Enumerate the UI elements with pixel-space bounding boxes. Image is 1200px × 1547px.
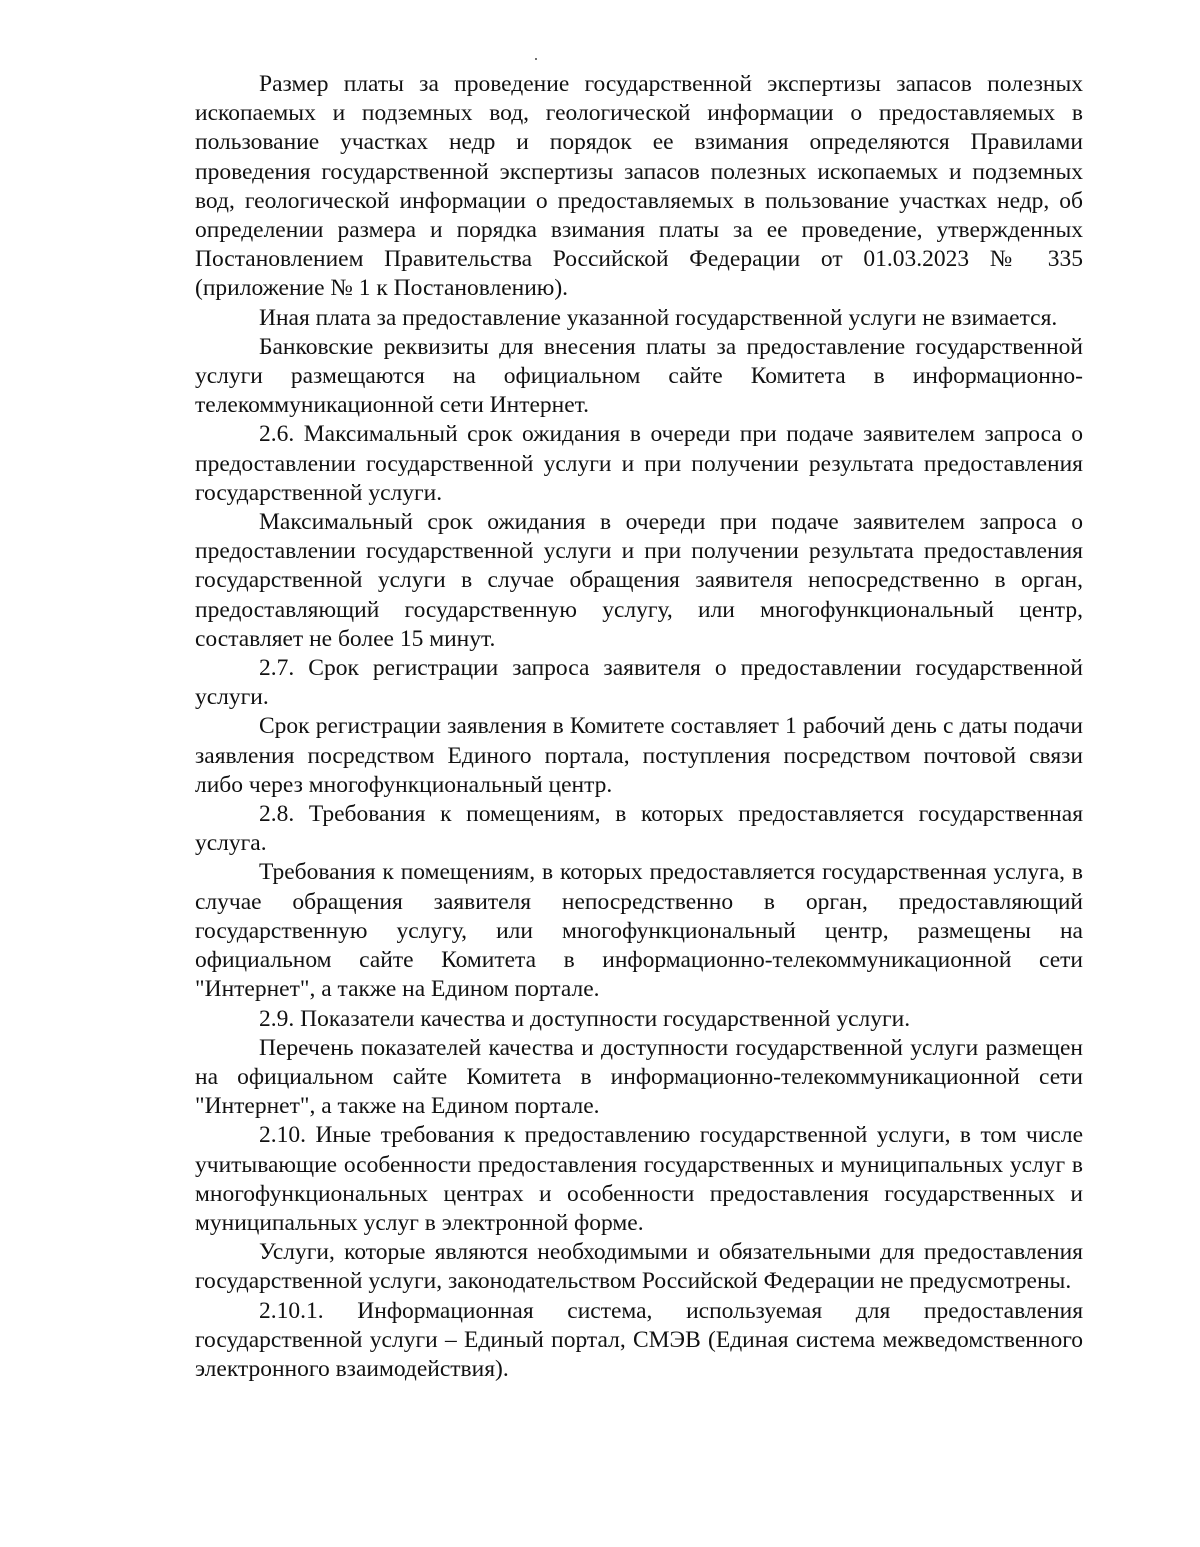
paragraph-2-10-body: Услуги, которые являются необходимыми и обязательными для предоставления государственной услуги, законодательством Российской Федерации не предусмотрены. — [195, 1239, 1083, 1295]
scan-artifact-dot — [535, 58, 537, 60]
paragraph-2-10-1: 2.10.1. Информационная система, используемая для предоставления государственной услуги – Единый портал, СМЭВ (Единая система межведомственного электронного взаимодействия). — [195, 1297, 1083, 1382]
document-body — [195, 70, 1083, 1384]
paragraph-2-8-body: Требования к помещениям, в которых предоставляется государственная услуга, в случае обращения заявителя непосредственно в орган, предоставляющий государственную услугу, или многофункциональный центр, размещены на официальном сайте Комитета в информационно-телекоммуникационной сети "Интернет", а также на Едином портале. — [195, 859, 1083, 1003]
paragraph-2-8-heading: 2.8. Требования к помещениям, в которых предоставляется государственная услуга. — [195, 801, 1083, 857]
paragraph-no-other-fee: Иная плата за предоставление указанной государственной услуги не взимается. — [259, 304, 1058, 331]
paragraph-2-9-heading: 2.9. Показатели качества и доступности государственной услуги. — [259, 1005, 911, 1032]
paragraph-2-10-heading: 2.10. Иные требования к предоставлению государственной услуги, в том числе учитывающие особенности предоставления государственных и муниципальных услуг в многофункциональных центрах и особенности предоставления государственных и муниципальных услуг в электронной форме. — [195, 1122, 1083, 1236]
paragraph-2-6-heading: 2.6. Максимальный срок ожидания в очереди при подаче заявителем запроса о предоставлении государственной услуги и при получении результата предоставления государственной услуги. — [195, 421, 1083, 506]
paragraph-2-9-body: Перечень показателей качества и доступности государственной услуги размещен на официальном сайте Комитета в информационно-телекоммуникационной сети "Интернет", а также на Едином портале. — [195, 1034, 1083, 1120]
paragraph-2-7-body: Срок регистрации заявления в Комитете составляет 1 рабочий день с даты подачи заявления посредством Единого портала, поступления посредством почтовой связи либо через многофункциональный центр. — [195, 713, 1083, 798]
paragraph-bank-details: Банковские реквизиты для внесения платы за предоставление государственной услуги размещаются на официальном сайте Комитета в информационно-телекоммуникационной сети Интернет. — [195, 333, 1083, 419]
paragraph-2-6-body: Максимальный срок ожидания в очереди при подаче заявителем запроса о предоставлении государственной услуги и при получении результата предоставления государственной услуги в случае обращения заявителя непосредственно в орган, предоставляющий государственную услугу, или многофункциональный центр, составляет не более 15 минут. — [195, 509, 1083, 652]
paragraph-2-7-heading: 2.7. Срок регистрации запроса заявителя о предоставлении государственной услуги. — [195, 655, 1083, 711]
paragraph-fee-size: Размер платы за проведение государственной экспертизы запасов полезных ископаемых и подземных вод, геологической информации о предоставляемых в пользование участках недр и порядок ее взимания определяются Правилами проведения государственной экспертизы запасов полезных ископаемых и подземных вод, геологической информации о предоставляемых в пользование участках недр, об определении размера и порядка взимания платы за ее проведение, утвержденных Постановлением Правительства Российской Федерации от 01.03.2023 № 335 (приложение № 1 к Постановлению). — [195, 71, 1083, 302]
